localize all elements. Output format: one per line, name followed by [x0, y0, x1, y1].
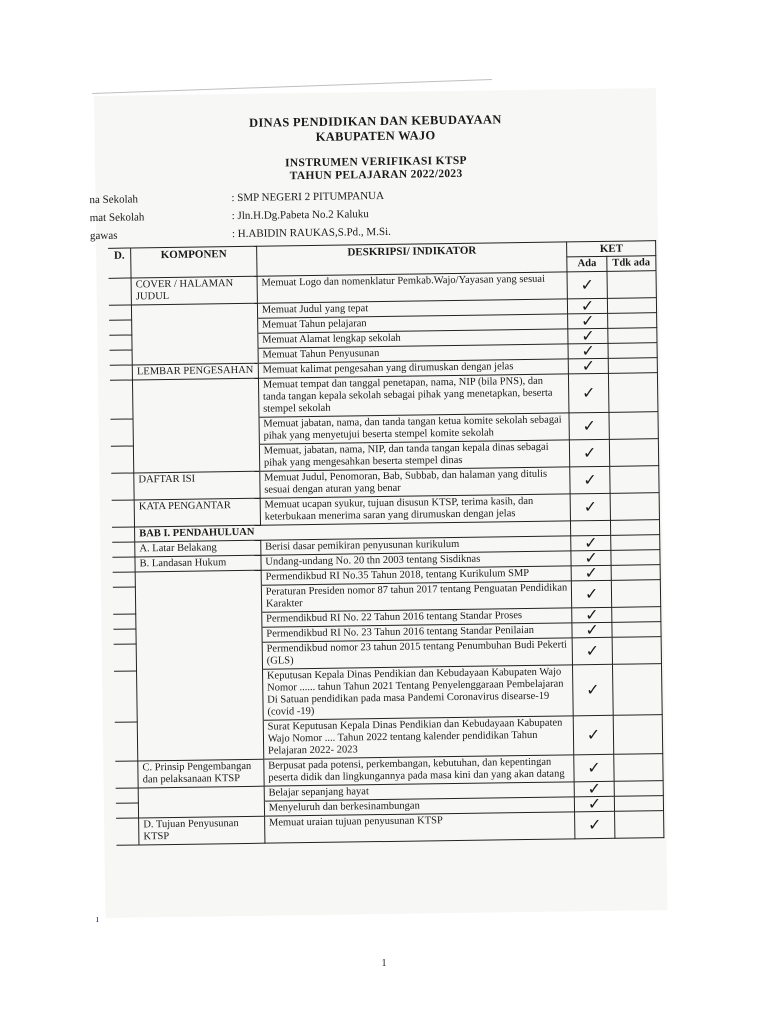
header-line-3: INSTRUMEN VERIFIKASI KTSP [285, 154, 467, 170]
row-no-cell [110, 350, 133, 365]
document-sheet [89, 88, 667, 918]
meta-value: : SMP NEGERI 2 PITUMPANUA [231, 189, 385, 205]
row-no-cell [116, 803, 139, 818]
row-tdk-cell [613, 715, 663, 755]
verification-table [108, 240, 664, 846]
meta-label: gawas [89, 229, 118, 243]
check-icon: ✓ [569, 373, 609, 413]
check-icon: ✓ [572, 565, 611, 581]
row-no-cell [114, 644, 137, 671]
row-tdk-cell [611, 565, 661, 581]
row-tdk-cell [608, 373, 658, 413]
section-title: BAB I. PENDAHULUAN [135, 521, 572, 542]
check-icon: ✓ [568, 313, 607, 329]
row-deskripsi: Undang-undang No. 20 thn 2003 tentang Sisdiknas [261, 551, 572, 570]
check-icon: ✓ [573, 637, 613, 665]
row-no-cell [113, 572, 136, 587]
row-deskripsi: Berisi dasar pemikiran penyusunan kurikulum [261, 536, 572, 555]
row-tdk-cell [611, 607, 661, 623]
row-no-cell [110, 380, 133, 419]
row-deskripsi: Memuat, jabatan, nama, NIP, dan tanda tangan kepala dinas sebagai pihak yang mengesahkan beserta stempel dinas [259, 440, 570, 471]
row-tdk-cell [614, 796, 664, 812]
row-komponen [132, 333, 258, 350]
row-tdk-cell [611, 580, 661, 608]
row-deskripsi: Permendikbud RI No. 23 Tahun 2016 tentang Standar Penilaian [262, 623, 573, 642]
check-icon: ✓ [570, 439, 610, 467]
row-tdk-cell [607, 271, 657, 299]
col-header-deskripsi: DESKRIPSI/ INDIKATOR [256, 242, 567, 276]
row-komponen: B. Landasan Hukum [135, 555, 261, 572]
row-komponen [133, 444, 259, 473]
row-komponen [133, 417, 259, 446]
col-header-tdk: Tdk ada [606, 256, 656, 272]
row-deskripsi: Menyeluruh dan berkesinambungan [264, 797, 575, 816]
row-komponen: DAFTAR ISI [134, 471, 260, 500]
header-line-1: DINAS PENDIDIKAN DAN KEBUDAYAAN [249, 112, 502, 130]
row-deskripsi: Permendikbud nomor 23 tahun 2015 tentang Penumbuhan Budi Pekerti (GLS) [262, 638, 573, 669]
check-icon: ✓ [574, 715, 614, 755]
row-tdk-cell [614, 781, 664, 797]
check-icon: ✓ [567, 271, 607, 299]
row-deskripsi: Permendikbud RI No. 22 Tahun 2016 tentang Standar Proses [262, 608, 573, 627]
row-komponen: A. Latar Belakang [135, 540, 261, 557]
meta-school-address [89, 204, 658, 225]
row-tdk-cell [607, 328, 657, 344]
check-icon: ✓ [570, 466, 610, 494]
row-no-cell [109, 305, 132, 320]
row-tdk-cell [610, 535, 660, 551]
row-no-cell [111, 446, 134, 473]
row-tdk-cell [609, 412, 659, 440]
check-icon: ✓ [571, 493, 611, 521]
row-no-cell [115, 722, 138, 761]
row-tdk-cell [613, 754, 663, 782]
meta-value: : H.ABIDIN RAUKAS,S.Pd., M.Si. [231, 225, 391, 241]
check-icon: ✓ [575, 781, 614, 797]
header-line-2: KABUPATEN WAJO [315, 128, 436, 144]
margin-mark: ı [96, 914, 99, 925]
row-deskripsi: Surat Keputusan Kepala Dinas Pendikian dan Kebudayaan Kabupaten Wajo Nomor .... Tahun 2022 tentang kalender pendidikan Tahun Pelajaran 2022- 2023 [263, 716, 574, 759]
check-icon: ✓ [568, 298, 607, 314]
meta-school-name [89, 186, 657, 207]
row-deskripsi: Permendikbud RI No.35 Tahun 2018, tentang Kurikulum SMP [261, 566, 572, 585]
meta-label: na Sekolah [89, 193, 139, 207]
row-deskripsi: Peraturan Presiden nomor 87 tahun 2017 tentang Penguatan Pendidikan Karakter [261, 581, 572, 612]
meta-label: mat Sekolah [89, 211, 145, 225]
row-no-cell [115, 761, 138, 788]
check-icon: ✓ [573, 664, 613, 716]
check-icon: ✓ [574, 754, 614, 782]
row-no-cell [112, 557, 135, 572]
row-komponen: D. Tujuan Penyusunan KTSP [139, 816, 265, 845]
row-tdk-cell [607, 313, 657, 329]
row-tdk-cell [610, 493, 660, 521]
row-tdk-cell [614, 811, 664, 839]
table-row [114, 664, 662, 723]
row-deskripsi: Memuat Tahun Penyusunan [258, 344, 569, 363]
row-no-cell [111, 419, 134, 446]
row-komponen: KATA PENGANTAR [134, 498, 260, 527]
header-line-4: TAHUN PELAJARAN 2022/2023 [289, 167, 463, 183]
row-deskripsi: Memuat Tahun pelajaran [257, 314, 568, 333]
row-komponen [135, 570, 261, 587]
col-header-no: D. [108, 248, 131, 278]
meta-supervisor [89, 222, 658, 243]
check-icon: ✓ [572, 607, 611, 623]
row-komponen: LEMBAR PENGESAHAN [132, 363, 258, 380]
row-no-cell [116, 788, 139, 803]
row-tdk-cell [608, 343, 658, 359]
row-tdk-cell [608, 358, 658, 374]
row-deskripsi: Memuat Judul yang tepat [257, 299, 568, 318]
row-no-cell [109, 335, 132, 350]
table-body [109, 271, 664, 846]
row-komponen [136, 627, 262, 644]
row-deskripsi: Berpusat pada potensi, perkembangan, kebutuhan, dan kepentingan peserta didik dan lingkungannya pada masa kini dan yang akan datang [264, 755, 575, 786]
row-tdk-cell [612, 664, 662, 716]
row-no-cell [113, 614, 136, 629]
col-header-komponen: KOMPONEN [131, 246, 257, 278]
check-icon: ✓ [569, 358, 608, 374]
row-deskripsi: Memuat tempat dan tanggal penetapan, nama, NIP (bila PNS), dan tanda tangan kepala sekolah sebagai pihak yang menetapkan, beserta stempel sekolah [258, 374, 569, 417]
row-komponen [132, 303, 258, 320]
check-icon: ✓ [568, 343, 607, 359]
row-komponen [135, 585, 261, 614]
row-deskripsi: Memuat Alamat lengkap sekolah [258, 329, 569, 348]
row-tdk-cell [612, 622, 662, 638]
check-icon: ✓ [575, 811, 615, 839]
row-tdk-cell [612, 637, 662, 665]
row-komponen [136, 642, 262, 671]
row-no-cell [112, 527, 135, 542]
row-no-cell [112, 542, 135, 557]
row-no-cell [116, 818, 139, 845]
row-no-cell [112, 500, 135, 527]
row-no-cell [111, 473, 134, 500]
row-deskripsi: Memuat kalimat pengesahan yang dirumuskan dengan jelas [258, 359, 569, 378]
check-icon: ✓ [571, 550, 610, 566]
check-icon: ✓ [572, 622, 611, 638]
row-deskripsi: Memuat jabatan, nama, dan tanda tangan ketua komite sekolah sebagai pihak yang menyetujui beserta stempel komite sekolah [259, 413, 570, 444]
row-deskripsi: Memuat Logo dan nomenklatur Pemkab.Wajo/Yayasan yang sesuai [257, 272, 568, 303]
row-komponen [137, 720, 263, 761]
row-no-cell [109, 278, 132, 305]
row-tdk-cell [609, 466, 659, 494]
check-icon: ✓ [569, 412, 609, 440]
row-no-cell [113, 587, 136, 614]
col-header-ada: Ada [567, 256, 606, 272]
row-deskripsi: Keputusan Kepala Dinas Pendikian dan Kebudayaan Kabupaten Wajo Nomor ...... tahun Tahun 2021 Tentang Penyelenggaraan Pembelajaran Di Satuan pendidikan pada masa Pandemi Coronavirus disearse-19 (covid -19) [262, 665, 573, 720]
col-header-ket: KET [567, 241, 656, 257]
page-number: 1 [381, 958, 387, 969]
row-no-cell [113, 629, 136, 644]
row-komponen [137, 669, 263, 722]
row-komponen [136, 612, 262, 629]
row-no-cell [109, 320, 132, 335]
row-komponen: C. Prinsip Pengembangan dan pelaksanaan KTSP [138, 759, 264, 788]
check-icon: ✓ [568, 328, 607, 344]
row-komponen [138, 786, 264, 803]
meta-value: : Jln.H.Dg.Pabeta No.2 Kaluku [231, 208, 369, 223]
check-icon: ✓ [575, 796, 614, 812]
row-komponen [132, 318, 258, 335]
row-deskripsi: Belajar sepanjang hayat [264, 782, 575, 801]
check-icon: ✓ [571, 535, 610, 551]
row-deskripsi: Memuat Judul, Penomoran, Bab, Subbab, dan halaman yang ditulis sesuai dengan aturan yang benar [260, 467, 571, 498]
row-tdk-cell [609, 439, 659, 467]
row-no-cell [114, 671, 137, 722]
row-tdk-cell [611, 550, 661, 566]
row-tdk-cell [607, 298, 657, 314]
row-komponen [138, 801, 264, 818]
row-komponen: COVER / HALAMAN JUDUL [131, 276, 257, 305]
row-tdk-cell [610, 520, 660, 536]
row-no-cell [110, 365, 133, 380]
row-komponen [132, 348, 258, 365]
row-deskripsi: Memuat uraian tujuan penyusunan KTSP [264, 812, 575, 843]
check-icon: ✓ [572, 580, 612, 608]
row-deskripsi: Memuat ucapan syukur, tujuan disusun KTSP, terima kasih, dan keterbukaan menerima saran yang dirumuskan dengan jelas [260, 494, 571, 525]
row-komponen [133, 378, 259, 419]
